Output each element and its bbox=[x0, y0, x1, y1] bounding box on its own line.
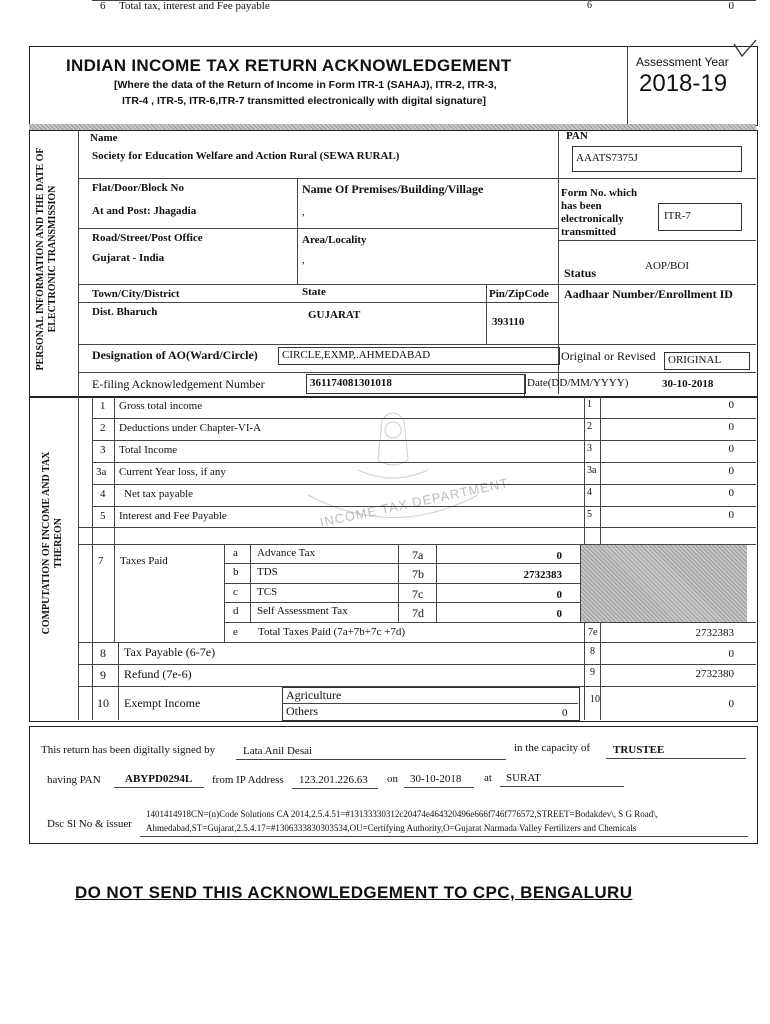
row-no: 3a bbox=[96, 466, 107, 478]
sign-place: SURAT bbox=[506, 772, 541, 784]
capacity-label: in the capacity of bbox=[514, 742, 591, 754]
road-label: Road/Street/Post Office bbox=[92, 232, 203, 244]
town-label: Town/City/District bbox=[92, 288, 180, 300]
having-pan-label: having PAN bbox=[47, 774, 101, 786]
side-label-computation: COMPUTATION OF INCOME AND TAX THEREON bbox=[41, 451, 64, 635]
tax-label: Self Assessment Tax bbox=[257, 605, 348, 617]
row-label: Current Year loss, if any bbox=[119, 466, 226, 478]
tax-label: TDS bbox=[257, 566, 278, 578]
dsc-line-1: 1401414918CN=(n)Code Solutions CA 2014,2.5.4.51=#13133330312c20474e464320496e666f746f776572,STREET=Bodakdev\, S G Road\, bbox=[146, 809, 658, 819]
row-label: Total Income bbox=[119, 444, 178, 456]
aadhaar-label: Aadhaar Number/Enrollment ID bbox=[564, 287, 733, 301]
row-code: 5 bbox=[587, 509, 592, 520]
row-no: 2 bbox=[100, 422, 106, 434]
signer-pan: ABYPD0294L bbox=[125, 773, 193, 785]
total-taxes-value: 2732383 bbox=[695, 627, 734, 639]
capacity-value: TRUSTEE bbox=[613, 744, 665, 756]
footer-notice: DO NOT SEND THIS ACKNOWLEDGEMENT TO CPC, BENGALURU bbox=[75, 883, 633, 902]
form-label-1: Form No. which bbox=[561, 187, 638, 199]
status-value: AOP/BOI bbox=[645, 260, 690, 272]
row-label: Deductions under Chapter-VI-A bbox=[119, 422, 262, 434]
form-subtitle-2: ITR-4 , ITR-5, ITR-6,ITR-7 transmitted electronically with digital signature] bbox=[122, 95, 487, 107]
row-code: 3a bbox=[587, 465, 597, 476]
row-code: 2 bbox=[587, 421, 592, 432]
tax-code: 7c bbox=[412, 587, 424, 601]
state-value: GUJARAT bbox=[308, 309, 361, 321]
row-no: 3 bbox=[100, 444, 106, 456]
check-mark-icon bbox=[730, 38, 760, 64]
original-value: ORIGINAL bbox=[668, 354, 722, 366]
row-code: 6 bbox=[587, 0, 592, 11]
row-8-code: 8 bbox=[590, 646, 595, 657]
exempt-sub-value: 0 bbox=[562, 707, 568, 719]
flat-value: At and Post: Jhagadia bbox=[92, 205, 197, 217]
pin-label: Pin/ZipCode bbox=[489, 288, 549, 300]
row-label: Interest and Fee Payable bbox=[119, 510, 227, 522]
tax-value: 2732383 bbox=[523, 569, 562, 581]
form-subtitle-1: [Where the data of the Return of Income in Form ITR-1 (SAHAJ), ITR-2, ITR-3, bbox=[114, 79, 497, 91]
pan-label: PAN bbox=[566, 130, 588, 142]
tax-letter: d bbox=[233, 605, 239, 617]
form-label-4: transmitted bbox=[561, 226, 616, 238]
flat-label: Flat/Door/Block No bbox=[92, 182, 184, 194]
premises-value: , bbox=[302, 206, 305, 218]
agriculture-label: Agriculture bbox=[286, 688, 342, 702]
efiling-value: 361174081301018 bbox=[310, 377, 392, 389]
taxes-paid-label: Taxes Paid bbox=[120, 555, 168, 567]
row-10-code: 10 bbox=[590, 694, 600, 705]
form-label-2: has been bbox=[561, 200, 602, 212]
date-value: 30-10-2018 bbox=[662, 378, 714, 390]
efiling-label: E-filing Acknowledgement Number bbox=[92, 377, 265, 391]
tax-code: 7d bbox=[412, 606, 424, 620]
row-10-no: 10 bbox=[97, 696, 109, 710]
side-label-personal: PERSONAL INFORMATION AND THE DATE OF ELECTRONIC TRANSMISSION bbox=[35, 147, 58, 371]
sign-date: 30-10-2018 bbox=[410, 773, 462, 785]
ao-value: CIRCLE,EXMP,.AHMEDABAD bbox=[282, 349, 431, 361]
row-label: Gross total income bbox=[119, 400, 203, 412]
ip-label: from IP Address bbox=[212, 774, 284, 786]
row-value: 0 bbox=[728, 509, 734, 521]
premises-label: Name Of Premises/Building/Village bbox=[302, 182, 484, 196]
tax-code: 7a bbox=[412, 548, 424, 562]
row-10-value: 0 bbox=[728, 698, 734, 710]
tax-value: 0 bbox=[556, 589, 562, 601]
town-value: Dist. Bharuch bbox=[92, 306, 158, 318]
row-value: 0 bbox=[728, 421, 734, 433]
row-value: 0 bbox=[728, 0, 734, 12]
row-9-no: 9 bbox=[100, 668, 106, 682]
tax-value: 0 bbox=[556, 550, 562, 562]
state-label: State bbox=[302, 286, 326, 298]
name-label: Name bbox=[90, 132, 118, 144]
row-value: 0 bbox=[728, 465, 734, 477]
row-label: Total tax, interest and Fee payable bbox=[119, 0, 270, 12]
row-no: 1 bbox=[100, 400, 106, 412]
row-value: 0 bbox=[728, 443, 734, 455]
tax-letter: a bbox=[233, 547, 238, 559]
row-no: 6 bbox=[100, 0, 106, 12]
row-8-value: 0 bbox=[728, 648, 734, 660]
row-code: 1 bbox=[587, 399, 592, 410]
row-no: 5 bbox=[100, 510, 106, 522]
dsc-label: Dsc Sl No & issuer bbox=[47, 818, 132, 830]
total-taxes-code: 7e bbox=[588, 627, 598, 638]
row-9-code: 9 bbox=[590, 667, 595, 678]
row-8-label: Tax Payable (6-7e) bbox=[124, 645, 216, 659]
date-label: Date(DD/MM/YYYY) bbox=[527, 377, 629, 389]
signed-by-label: This return has been digitally signed by bbox=[41, 744, 216, 756]
row-7-no: 7 bbox=[98, 555, 104, 567]
tax-label: Advance Tax bbox=[257, 547, 315, 559]
row-label: Net tax payable bbox=[124, 488, 194, 500]
area-value: , bbox=[302, 254, 305, 266]
row-value: 0 bbox=[728, 399, 734, 411]
row-9-label: Refund (7e-6) bbox=[124, 667, 192, 681]
assessment-year-value: 2018-19 bbox=[639, 70, 728, 97]
watermark-text: INCOME TAX DEPARTMENT bbox=[318, 475, 511, 530]
pan-value: AAATS7375J bbox=[576, 152, 638, 164]
row-10-label: Exempt Income bbox=[124, 696, 201, 710]
at-label: at bbox=[484, 772, 492, 784]
ip-value: 123.201.226.63 bbox=[299, 774, 368, 786]
tax-letter: c bbox=[233, 586, 238, 598]
total-taxes-label: Total Taxes Paid (7a+7b+7c +7d) bbox=[258, 626, 406, 638]
signer-name: Lata Anil Desai bbox=[243, 745, 313, 757]
status-label: Status bbox=[564, 266, 597, 280]
row-value: 0 bbox=[728, 487, 734, 499]
area-label: Area/Locality bbox=[302, 234, 367, 246]
tax-label: TCS bbox=[257, 586, 278, 598]
shaded-cell bbox=[581, 545, 747, 622]
row-8-no: 8 bbox=[100, 646, 106, 660]
ao-label: Designation of AO(Ward/Circle) bbox=[92, 348, 258, 362]
tax-value: 0 bbox=[556, 608, 562, 620]
on-label: on bbox=[387, 773, 398, 785]
row-9-value: 2732380 bbox=[695, 668, 734, 680]
road-value: Gujarat - India bbox=[92, 252, 165, 264]
form-number-value: ITR-7 bbox=[664, 210, 691, 222]
others-label: Others bbox=[286, 704, 318, 718]
assessment-year-label: Assessment Year bbox=[636, 55, 729, 69]
pin-value: 393110 bbox=[492, 316, 525, 328]
tax-code: 7b bbox=[412, 567, 424, 581]
row-code: 3 bbox=[587, 443, 592, 454]
tax-letter: b bbox=[233, 566, 239, 578]
total-letter: e bbox=[233, 626, 238, 638]
row-no: 4 bbox=[100, 488, 106, 500]
dsc-line-2: Ahmedabad,ST=Gujarat,2.5.4.17=#1306333830303534,OU=Certifying Authority,O=Gujarat Narmada Valley Fertilizers and Chemicals bbox=[146, 823, 637, 833]
form-label-3: electronically bbox=[561, 213, 624, 225]
original-label: Original or Revised bbox=[561, 349, 656, 363]
row-code: 4 bbox=[587, 487, 592, 498]
name-value: Society for Education Welfare and Action Rural (SEWA RURAL) bbox=[92, 150, 400, 162]
form-title: INDIAN INCOME TAX RETURN ACKNOWLEDGEMENT bbox=[66, 56, 512, 75]
